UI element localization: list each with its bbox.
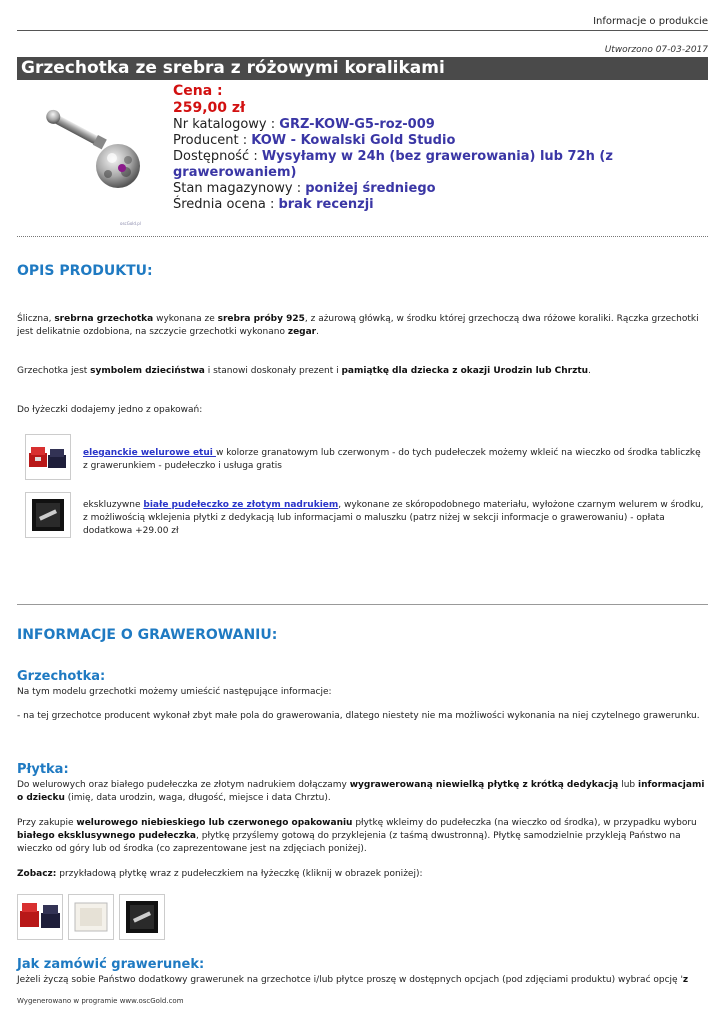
bold-text: z: [682, 975, 689, 985]
example-thumb-2[interactable]: [68, 894, 114, 940]
bold-text: welurowego niebieskiego lub czerwonego opakowaniu: [76, 818, 353, 828]
bold-text: białego eksklusywnego pudełeczka: [17, 831, 197, 841]
text: Do welurowych oraz białego pudełeczka ze złotym nadrukiem dołączamy: [17, 780, 350, 790]
price-label: Cena :: [173, 83, 223, 99]
text: , wykonane ze skóropodobnego materiału, wyłożone czarnym welurem w środku, z możliwością wklejenia płytki z dedykacją lub informacjami o maluszku (patrz niżej w sekcji informacje o grawerowaniu) - opłata dodatkowa +29.00 zł: [83, 500, 704, 536]
rattle-paragraph-2: - na tej grzechotce producent wykonał zbyt małe pola do grawerowania, dlatego niestety nie ma możliwości wykonania na niej czytelnego grawerunku.: [17, 711, 700, 721]
stock-value: poniżej średniego: [305, 181, 436, 196]
bold-text: Zobacz:: [17, 869, 57, 879]
order-heading: Jak zamówić grawerunek:: [17, 957, 205, 972]
text: lub: [618, 780, 638, 790]
rating-label: Średnia ocena :: [173, 197, 279, 212]
plate-paragraph-1: [17, 779, 708, 805]
product-info: [173, 83, 725, 213]
producer-label: Producent :: [173, 133, 252, 148]
text: Jeżeli życzą sobie Państwo dodatkowy grawerunek na grzechotce i/lub płytce proszę w dostępnych opcjach (pod zdjęciami produktu) wybrać opcję ': [17, 975, 683, 985]
text: Śliczna,: [17, 314, 55, 324]
bold-text: zegar: [287, 327, 317, 337]
white-box-link[interactable]: białe pudełeczko ze złotym nadrukiem: [143, 500, 339, 510]
price-row: [173, 83, 725, 100]
header-divider: [17, 30, 708, 31]
availability-label: Dostępność :: [173, 149, 262, 164]
example-thumb-3[interactable]: [119, 894, 165, 940]
text: wykonana ze: [153, 314, 218, 324]
text: , płytkę przyślemy gotową do przyklejenia (z taśmą dwustronną). Płytkę samodzielnie przykleją Państwo na wieczko od góry lub od środka (co zaprezentowane jest na zdjęciach poniżej).: [17, 831, 681, 854]
footer-text: Wygenerowano w programie www.oscGold.com: [17, 997, 184, 1005]
engraving-heading: INFORMACJE O GRAWEROWANIU:: [17, 627, 278, 643]
rattle-heading: Grzechotka:: [17, 669, 106, 684]
package-1-text: [83, 447, 708, 473]
image-caption: oscGold.pl: [120, 221, 141, 226]
text: płytkę wkleimy do pudełeczka (na wieczko od środka), w przypadku wyboru: [352, 818, 697, 828]
text: (imię, data urodzin, waga, długość, miejsce i data Chrztu).: [64, 793, 331, 803]
text: .: [588, 366, 591, 376]
text: Przy zakupie: [17, 818, 77, 828]
product-title: Grzechotka ze srebra z różowymi koralikami: [17, 57, 708, 80]
availability-value: Wysyłamy w 24h (bez grawerowania) lub 72h (z grawerowaniem): [173, 149, 613, 180]
producer-name: KOW - Kowalski Gold Studio: [251, 133, 456, 148]
producer-row: [173, 133, 725, 149]
rating-value: brak recenzji: [278, 197, 374, 212]
stock-row: [173, 181, 725, 197]
plate-heading: Płytka:: [17, 762, 69, 777]
product-image[interactable]: [30, 100, 160, 200]
package-thumb-white[interactable]: [25, 492, 71, 538]
description-paragraph-2: [17, 365, 708, 378]
rating-row: [173, 197, 725, 213]
bold-text: informacjami o dziecku: [17, 780, 705, 803]
section-label: Informacje o produkcie: [593, 16, 708, 27]
catalog-row: [173, 117, 725, 133]
created-date: Utworzono 07-03-2017: [604, 45, 708, 55]
description-paragraph-1: [17, 313, 708, 339]
stock-label: Stan magazynowy :: [173, 181, 306, 196]
section-divider: [17, 604, 708, 605]
bold-text: srebra próby 925: [217, 314, 305, 324]
description-paragraph-3: Do łyżeczki dodajemy jedno z opakowań:: [17, 405, 203, 415]
price-value: 259,00 zł: [173, 100, 246, 116]
text: ekskluzywne: [83, 500, 144, 510]
package-thumb-velvet[interactable]: [25, 434, 71, 480]
bold-text: symbolem dzieciństwa: [90, 366, 205, 376]
text: , z ażurową główką, w środku której grzechoczą dwa różowe koraliki. Rączka grzechotki jest delikatnie ozdobiona, na szczycie grzechotki wykonano: [17, 314, 699, 337]
description-heading: OPIS PRODUKTU:: [17, 263, 153, 279]
text: Grzechotka jest: [17, 366, 91, 376]
text: .: [316, 327, 319, 337]
text: w kolorze granatowym lub czerwonym - do tych pudełeczek możemy wkleić na wieczko od środka tabliczkę z grawerunkiem - pudełeczko i usługa gratis: [83, 448, 701, 471]
dotted-divider: [17, 236, 708, 237]
text: przykładową płytkę wraz z pudełeczkiem na łyżeczkę (kliknij w obrazek poniżej):: [56, 869, 423, 879]
plate-paragraph-2: [17, 817, 708, 856]
catalog-number: GRZ-KOW-G5-roz-009: [279, 117, 435, 132]
bold-text: wygrawerowaną niewielką płytkę z krótką dedykacją: [349, 780, 619, 790]
catalog-label: Nr katalogowy :: [173, 117, 280, 132]
rattle-paragraph-1: Na tym modelu grzechotki możemy umieścić następujące informacje:: [17, 687, 332, 697]
package-2-text: [83, 499, 708, 538]
order-paragraph-1: [17, 974, 708, 987]
example-thumb-1[interactable]: [17, 894, 63, 940]
text: i stanowi doskonały prezent i: [204, 366, 342, 376]
availability-row: [173, 149, 725, 181]
velvet-case-link[interactable]: eleganckie welurowe etui: [83, 448, 216, 458]
bold-text: pamiątkę dla dziecka z okazji Urodzin lub Chrztu: [341, 366, 589, 376]
price-value-row: [173, 100, 725, 117]
bold-text: srebrna grzechotka: [54, 314, 154, 324]
plate-paragraph-3: [17, 868, 708, 881]
